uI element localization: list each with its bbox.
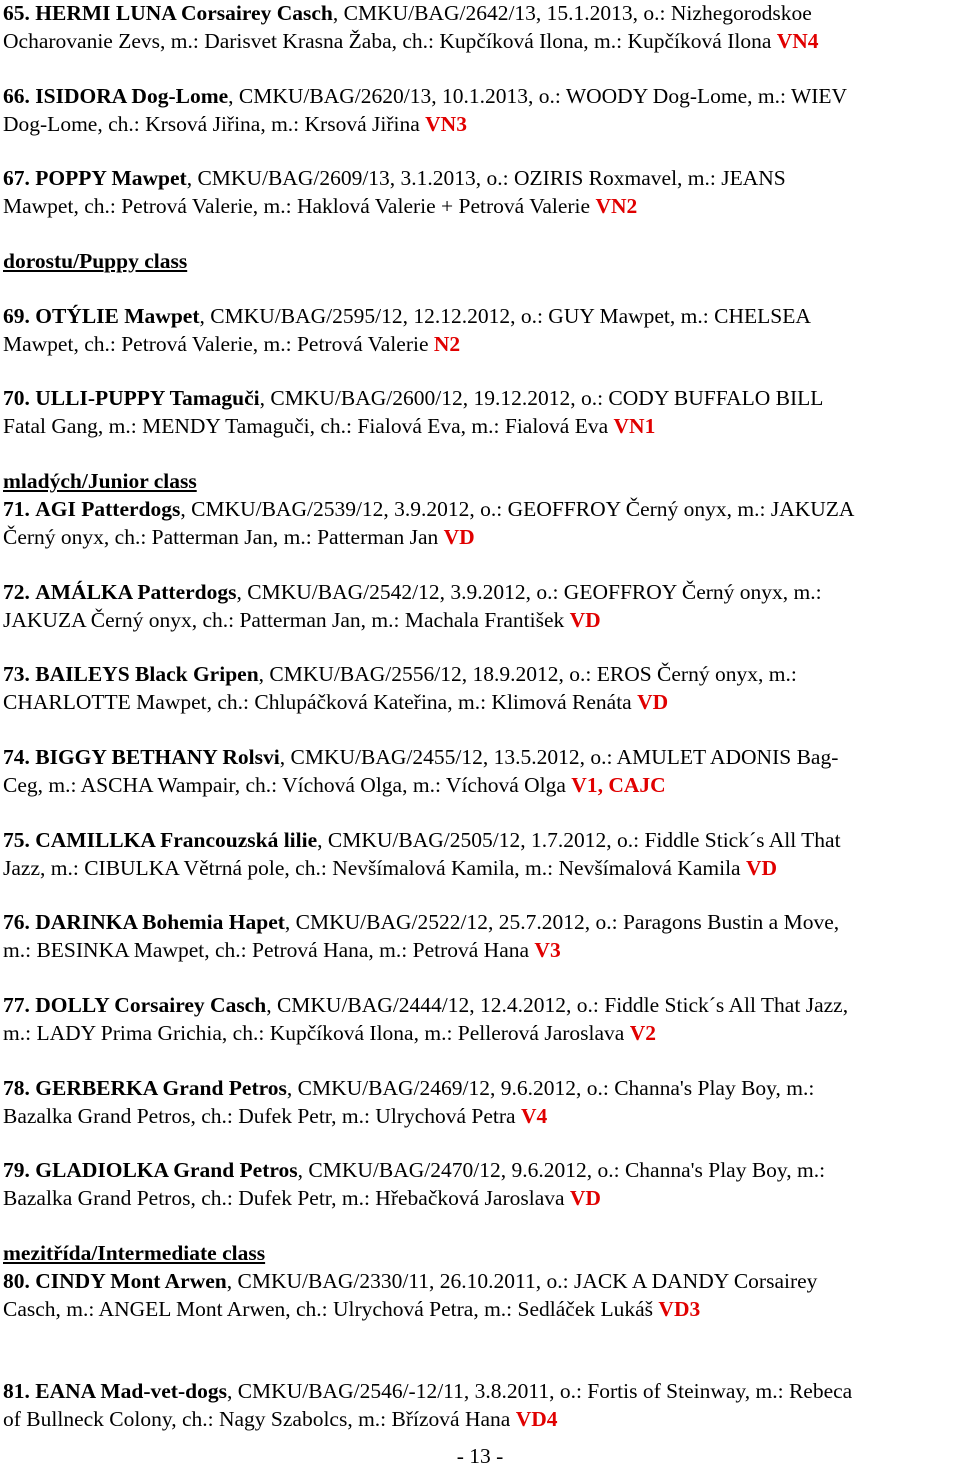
entry-line-1: 72. AMÁLKA Patterdogs, CMKU/BAG/2542/12, 3.9.2012, o.: GEOFFROY Černý onyx, m.:: [3, 580, 822, 604]
entry-line-1: 74. BIGGY BETHANY Rolsvi, CMKU/BAG/2455/12, 13.5.2012, o.: AMULET ADONIS Bag-: [3, 745, 839, 769]
entry-line-2: Mawpet, ch.: Petrová Valerie, m.: Haklová Valerie + Petrová Valerie VN2: [3, 193, 638, 218]
dog-name: GERBERKA Grand Petros: [35, 1076, 287, 1100]
dog-name: ISIDORA Dog-Lome: [35, 84, 229, 108]
grade: V4: [520, 1103, 548, 1128]
entry-line-1: 78. GERBERKA Grand Petros, CMKU/BAG/2469/12, 9.6.2012, o.: Channa's Play Boy, m.:: [3, 1076, 815, 1100]
entry-69: [3, 303, 958, 358]
entry-line-1: 69. OTÝLIE Mawpet, CMKU/BAG/2595/12, 12.12.2012, o.: GUY Mawpet, m.: CHELSEA: [3, 304, 811, 328]
entry-line-1: 73. BAILEYS Black Gripen, CMKU/BAG/2556/12, 18.9.2012, o.: EROS Černý onyx, m.:: [3, 662, 797, 686]
entry-line-2: Dog-Lome, ch.: Krsová Jiřina, m.: Krsová Jiřina VN3: [3, 111, 467, 136]
entry-74: [3, 744, 958, 799]
entry-80: [3, 1268, 958, 1323]
entry-72: [3, 579, 958, 634]
grade: V2: [629, 1020, 657, 1045]
dog-name: ULLI-PUPPY Tamaguči: [35, 386, 260, 410]
dog-name: HERMI LUNA Corsairey Casch: [35, 1, 333, 25]
grade: VN2: [595, 193, 638, 218]
entry-line-2: Jazz, m.: CIBULKA Větrná pole, ch.: Nevšímalová Kamila, m.: Nevšímalová Kamila VD: [3, 855, 778, 880]
entry-73: [3, 661, 958, 716]
entry-line-2: Mawpet, ch.: Petrová Valerie, m.: Petrová Valerie N2: [3, 331, 461, 356]
grade: VN3: [425, 111, 467, 136]
entry-line-1: 71. AGI Patterdogs, CMKU/BAG/2539/12, 3.9.2012, o.: GEOFFROY Černý onyx, m.: JAKUZA: [3, 497, 855, 521]
grade: VD: [637, 689, 669, 714]
grade: VD: [745, 855, 778, 880]
entry-line-2: Bazalka Grand Petros, ch.: Dufek Petr, m.: Hřebačková Jaroslava VD: [3, 1185, 601, 1210]
dog-name: DOLLY Corsairey Casch: [35, 993, 267, 1017]
section-heading-junior: mladých/Junior class: [3, 469, 197, 493]
dog-name: DARINKA Bohemia Hapet: [35, 910, 285, 934]
entry-76: [3, 909, 958, 964]
dog-name: CAMILLKA Francouzská lilie: [35, 828, 318, 852]
grade: VD: [569, 607, 601, 632]
dog-name: BAILEYS Black Gripen: [35, 662, 259, 686]
entry-79: [3, 1157, 958, 1212]
entry-line-1: 65. HERMI LUNA Corsairey Casch, CMKU/BAG/2642/13, 15.1.2013, o.: Nizhegorodskoe: [3, 1, 812, 25]
page-number: - 13 -: [456, 1444, 504, 1468]
grade: VN4: [776, 28, 819, 53]
dog-name: AMÁLKA Patterdogs: [35, 580, 237, 604]
entry-67: [3, 165, 958, 220]
dog-name: CINDY Mont Arwen: [35, 1269, 227, 1293]
entry-line-1: 79. GLADIOLKA Grand Petros, CMKU/BAG/2470/12, 9.6.2012, o.: Channa's Play Boy, m.:: [3, 1158, 826, 1182]
dog-name: OTÝLIE Mawpet: [35, 304, 200, 328]
entry-line-1: 66. ISIDORA Dog-Lome, CMKU/BAG/2620/13, 10.1.2013, o.: WOODY Dog-Lome, m.: WIEV: [3, 84, 848, 108]
grade: V1, CAJC: [571, 772, 666, 797]
entry-line-2: Ocharovanie Zevs, m.: Darisvet Krasna Žaba, ch.: Kupčíková Ilona, m.: Kupčíková Ilona VN4: [3, 28, 819, 53]
entry-78: [3, 1075, 958, 1130]
section-heading-intermediate: mezitřída/Intermediate class: [3, 1241, 266, 1265]
entry-77: [3, 992, 958, 1047]
grade: VD: [443, 524, 475, 549]
entry-line-1: 81. EANA Mad-vet-dogs, CMKU/BAG/2546/-12/11, 3.8.2011, o.: Fortis of Steinway, m.: Rebeca: [3, 1379, 853, 1403]
entry-66: [3, 83, 958, 138]
entry-81: [3, 1378, 958, 1433]
section-heading-puppy: dorostu/Puppy class: [3, 249, 188, 273]
dog-name: POPPY Mawpet: [35, 166, 187, 190]
grade: VN1: [613, 413, 656, 438]
entry-70: [3, 385, 958, 440]
dog-name: GLADIOLKA Grand Petros: [35, 1158, 298, 1182]
grade: VD: [569, 1185, 601, 1210]
entry-line-2: Casch, m.: ANGEL Mont Arwen, ch.: Ulrychová Petra, m.: Sedláček Lukáš VD3: [3, 1296, 701, 1321]
entry-line-2: Bazalka Grand Petros, ch.: Dufek Petr, m.: Ulrychová Petra V4: [3, 1103, 548, 1128]
grade: VD4: [515, 1406, 558, 1431]
entry-line-1: 70. ULLI-PUPPY Tamaguči, CMKU/BAG/2600/12, 19.12.2012, o.: CODY BUFFALO BILL: [3, 386, 824, 410]
entry-line-1: 80. CINDY Mont Arwen, CMKU/BAG/2330/11, 26.10.2011, o.: JACK A DANDY Corsairey: [3, 1269, 818, 1293]
grade: VD3: [658, 1296, 701, 1321]
entry-65: [3, 0, 958, 55]
entry-line-2: Černý onyx, ch.: Patterman Jan, m.: Patterman Jan VD: [3, 524, 475, 549]
dog-name: EANA Mad-vet-dogs: [35, 1379, 227, 1403]
dog-name: AGI Patterdogs: [35, 497, 181, 521]
grade: N2: [433, 331, 461, 356]
entry-line-2: Ceg, m.: ASCHA Wampair, ch.: Víchová Olga, m.: Víchová Olga V1, CAJC: [3, 772, 666, 797]
entry-line-1: 75. CAMILLKA Francouzská lilie, CMKU/BAG/2505/12, 1.7.2012, o.: Fiddle Stick´s All That: [3, 828, 841, 852]
entry-71: [3, 496, 958, 551]
entry-line-2: of Bullneck Colony, ch.: Nagy Szabolcs, m.: Břízová Hana VD4: [3, 1406, 558, 1431]
entry-line-2: Fatal Gang, m.: MENDY Tamaguči, ch.: Fialová Eva, m.: Fialová Eva VN1: [3, 413, 656, 438]
entry-line-2: JAKUZA Černý onyx, ch.: Patterman Jan, m.: Machala František VD: [3, 607, 601, 632]
entry-line-1: 76. DARINKA Bohemia Hapet, CMKU/BAG/2522/12, 25.7.2012, o.: Paragons Bustin a Move,: [3, 910, 840, 934]
grade: V3: [534, 937, 561, 962]
entry-line-1: 67. POPPY Mawpet, CMKU/BAG/2609/13, 3.1.2013, o.: OZIRIS Roxmavel, m.: JEANS: [3, 166, 786, 190]
dog-name: BIGGY BETHANY Rolsvi: [35, 745, 280, 769]
entry-line-2: m.: LADY Prima Grichia, ch.: Kupčíková Ilona, m.: Pellerová Jaroslava V2: [3, 1020, 657, 1045]
entry-75: [3, 827, 958, 882]
entry-line-2: m.: BESINKA Mawpet, ch.: Petrová Hana, m.: Petrová Hana V3: [3, 937, 561, 962]
entry-line-1: 77. DOLLY Corsairey Casch, CMKU/BAG/2444/12, 12.4.2012, o.: Fiddle Stick´s All That Jazz,: [3, 993, 849, 1017]
entry-line-2: CHARLOTTE Mawpet, ch.: Chlupáčková Kateřina, m.: Klimová Renáta VD: [3, 689, 669, 714]
